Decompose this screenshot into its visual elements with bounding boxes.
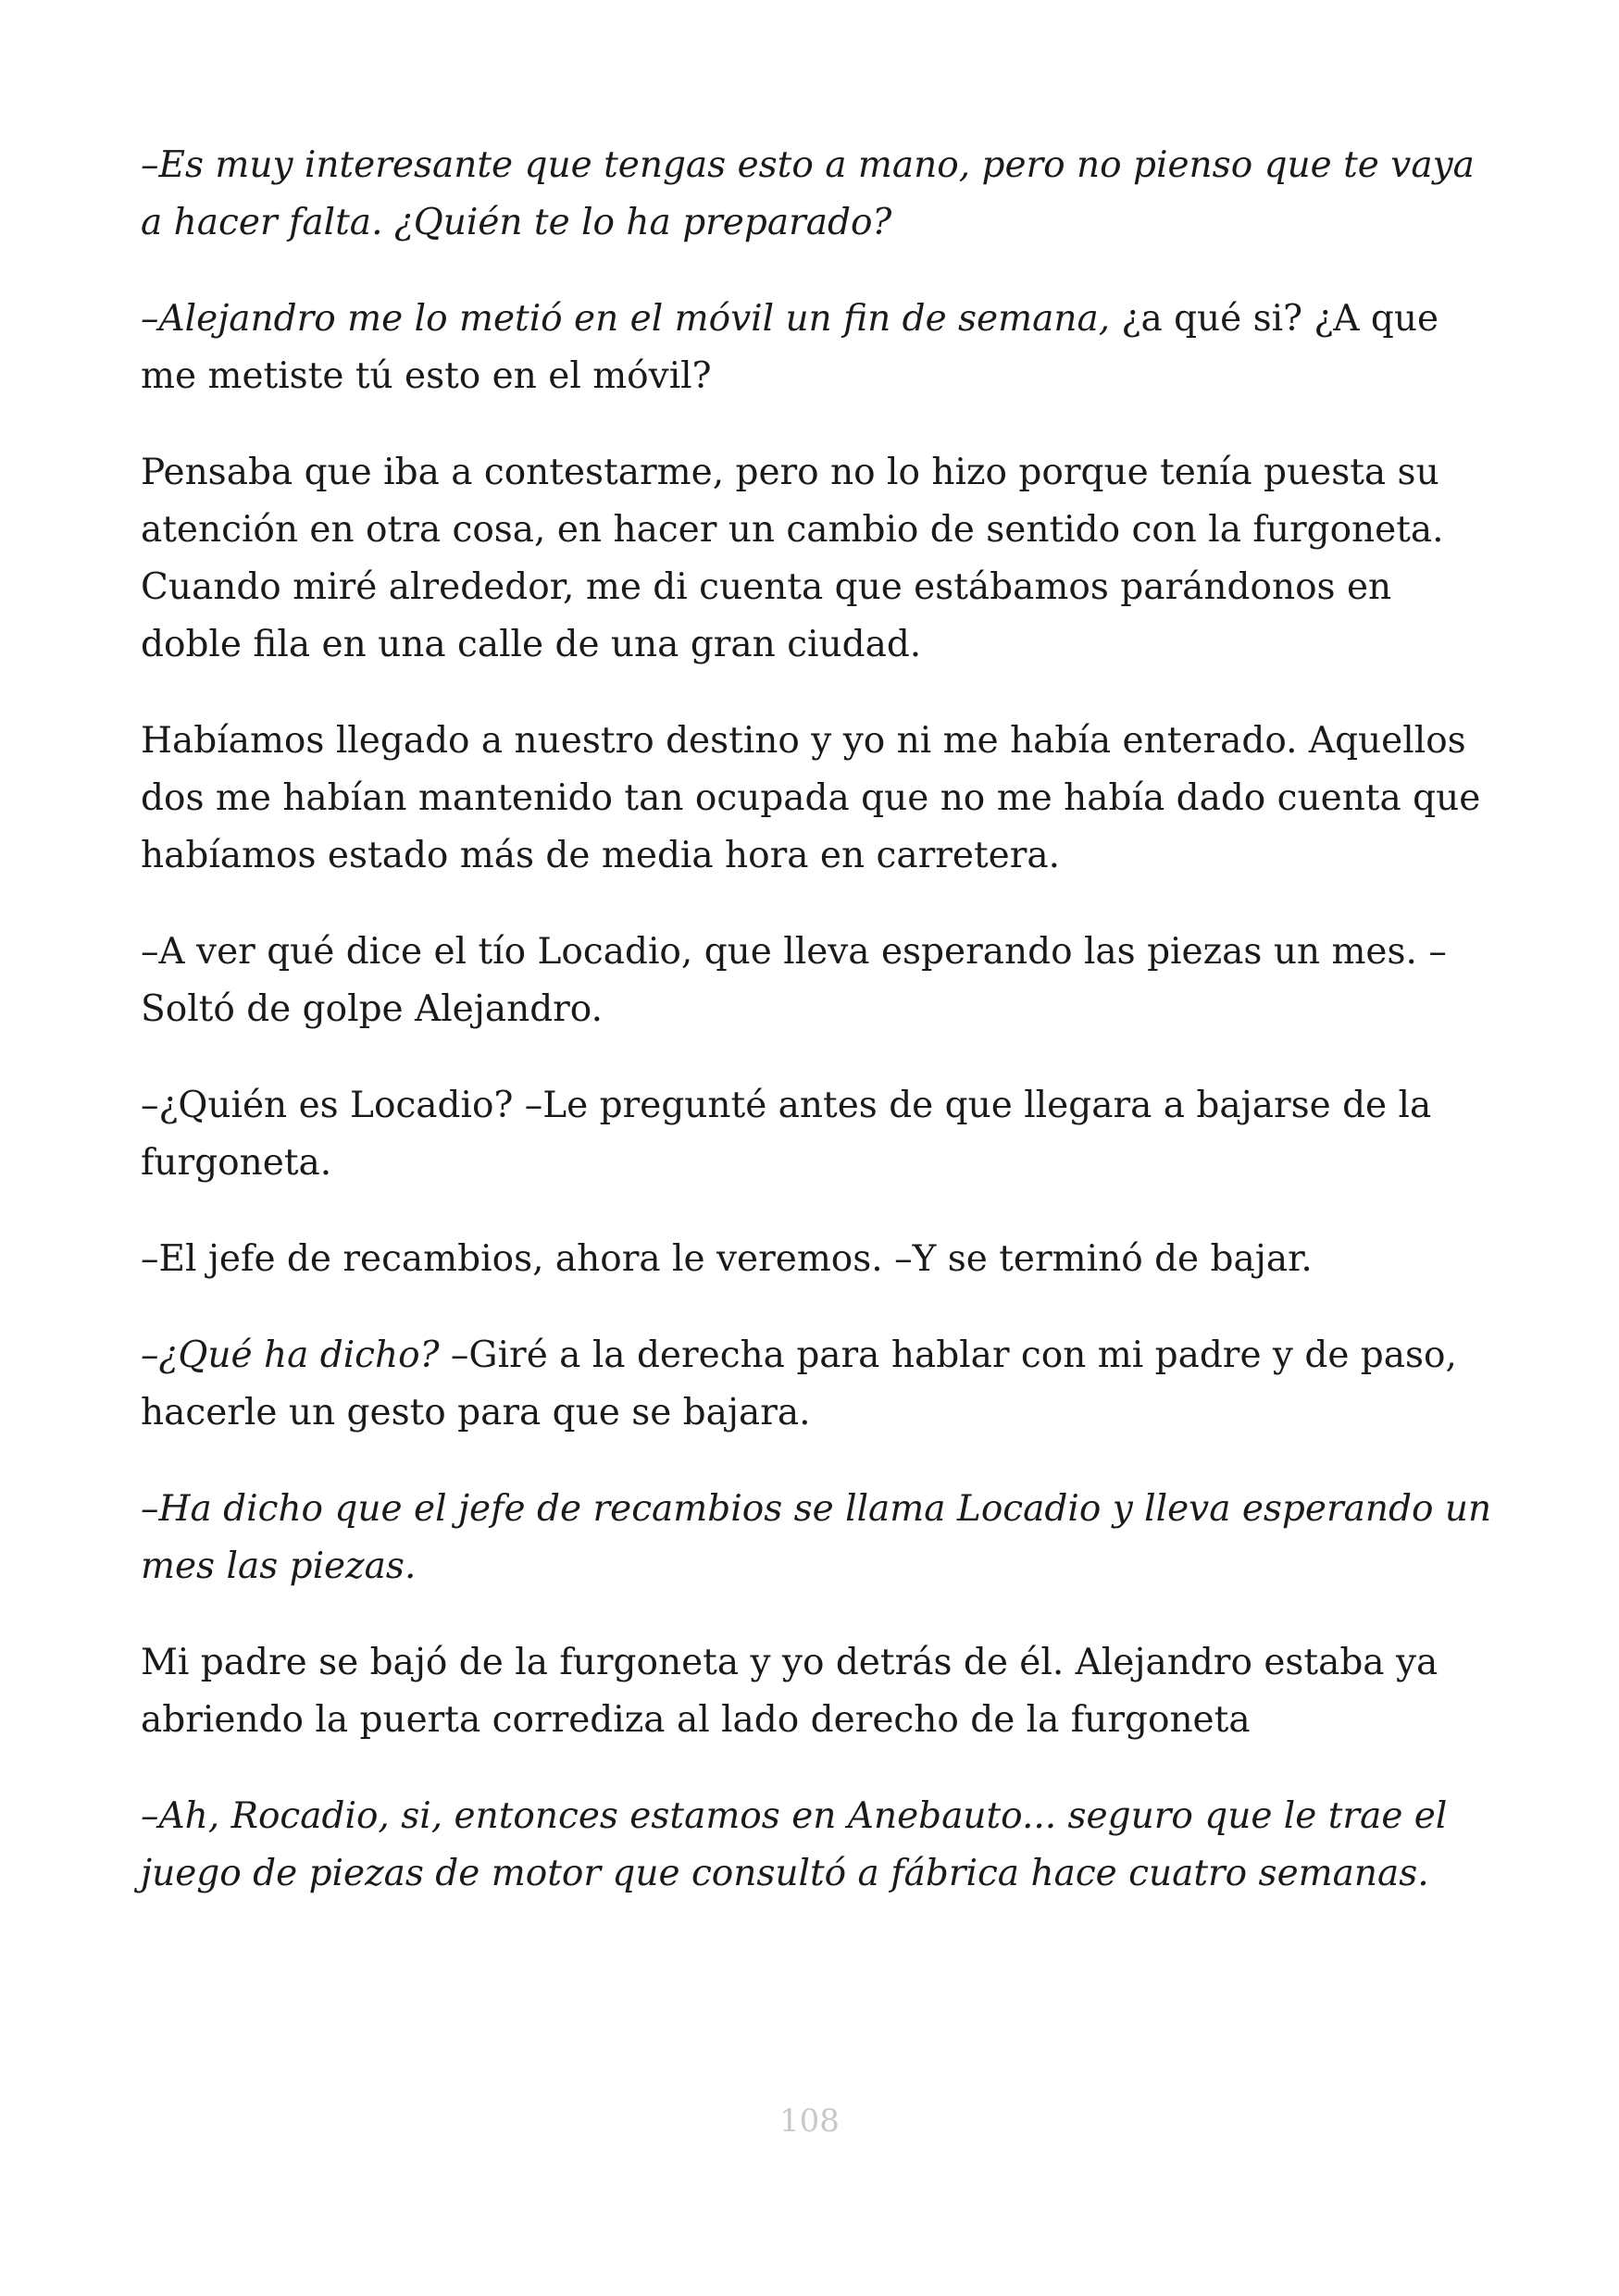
paragraph-2-italic: –Alejandro me lo metió en el móvil un fin de semana,	[141, 298, 1111, 340]
paragraph-5	[141, 924, 1492, 1038]
paragraph-4-text: Habíamos llegado a nuestro destino y yo ni me había enterado. Aquellos dos me habían mantenido tan ocupada que no me había dado cuenta que habíamos estado más de media hora en carretera.	[141, 720, 1481, 876]
page-body	[141, 137, 1492, 1942]
paragraph-1	[141, 137, 1492, 252]
paragraph-2-text: ¿a qué si? ¿A que me metiste tú esto en el móvil?	[141, 298, 1439, 397]
paragraph-7-text: –El jefe de recambios, ahora le veremos. –Y se terminó de bajar.	[141, 1238, 1313, 1280]
paragraph-8	[141, 1327, 1492, 1442]
paragraph-7	[141, 1231, 1492, 1288]
paragraph-4	[141, 713, 1492, 885]
paragraph-5-text: –A ver qué dice el tío Locadio, que lleva esperando las piezas un mes. –Soltó de golpe Alejandro.	[141, 931, 1447, 1030]
paragraph-10-text: Mi padre se bajó de la furgoneta y yo detrás de él. Alejandro estaba ya abriendo la puerta corrediza al lado derecho de la furgoneta	[141, 1642, 1438, 1741]
page-number: 108	[779, 2103, 840, 2140]
paragraph-2	[141, 291, 1492, 405]
paragraph-11	[141, 1788, 1492, 1903]
paragraph-9-italic: –Ha dicho que el jefe de recambios se llama Locadio y lleva esperando un mes las piezas.	[141, 1488, 1492, 1587]
paragraph-3-text: Pensaba que iba a contestarme, pero no lo hizo porque tenía puesta su atención en otra cosa, en hacer un cambio de sentido con la furgoneta. Cuando miré alrededor, me di cuenta que estábamos parándonos en doble fila en una calle de una gran ciudad.	[141, 452, 1444, 665]
paragraph-11-italic: –Ah, Rocadio, si, entonces estamos en Anebauto... seguro que le trae el juego de piezas de motor que consultó a fábrica hace cuatro semanas.	[141, 1795, 1448, 1894]
paragraph-6-text: –¿Quién es Locadio? –Le pregunté antes de que llegara a bajarse de la furgoneta.	[141, 1085, 1432, 1184]
paragraph-8-italic: –¿Qué ha dicho?	[141, 1334, 440, 1376]
paragraph-10	[141, 1634, 1492, 1749]
paragraph-8-text: –Giré a la derecha para hablar con mi padre y de paso, hacerle un gesto para que se bajara.	[141, 1334, 1457, 1433]
paragraph-3	[141, 444, 1492, 674]
paragraph-6	[141, 1077, 1492, 1192]
paragraph-1-italic: –Es muy interesante que tengas esto a mano, pero no pienso que te vaya a hacer falta. ¿Quién te lo ha preparado?	[141, 144, 1475, 243]
paragraph-9	[141, 1481, 1492, 1595]
